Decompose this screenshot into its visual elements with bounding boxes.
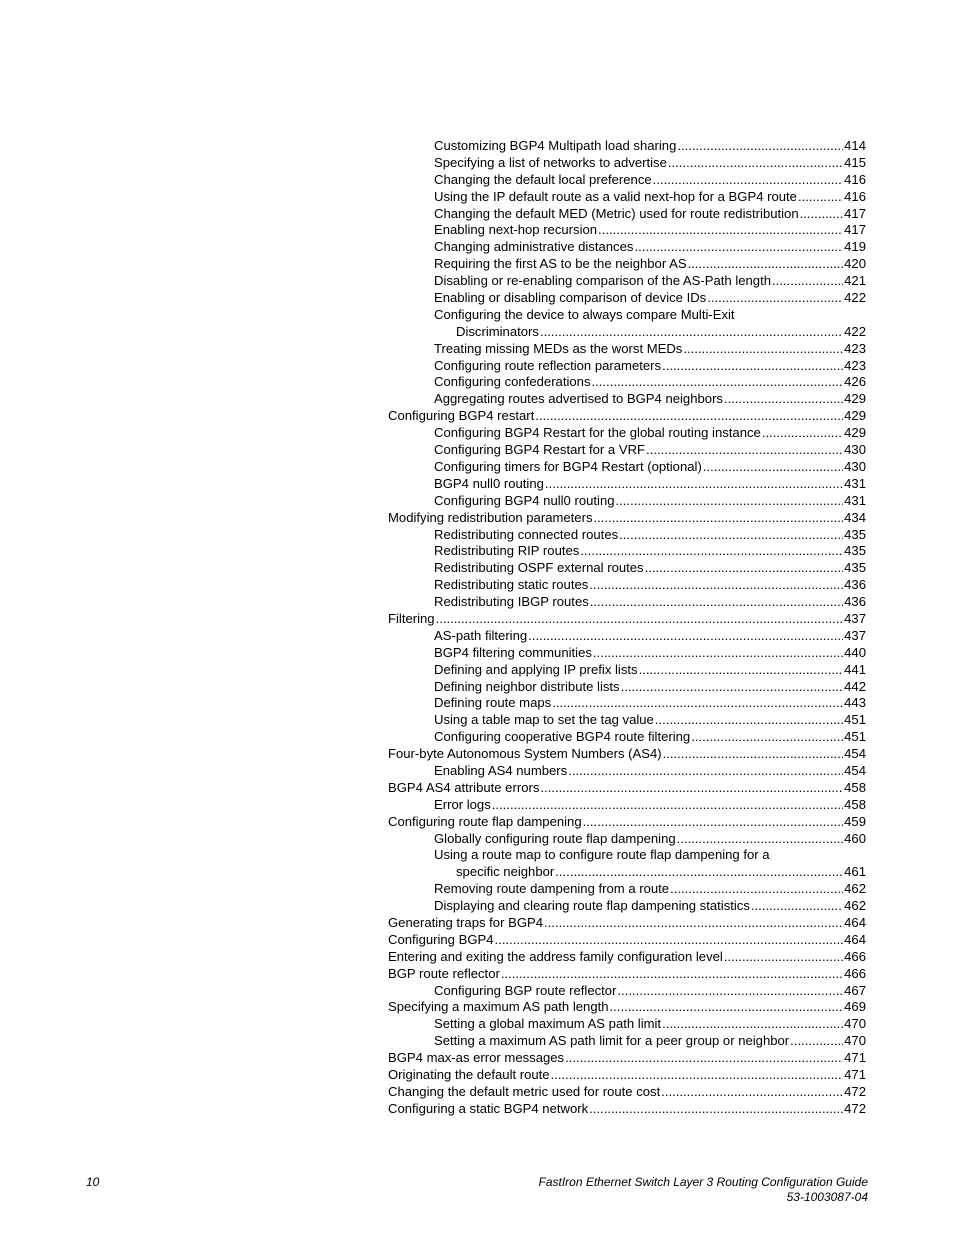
toc-entry-title: Four-byte Autonomous System Numbers (AS4) xyxy=(388,746,662,762)
dot-leader xyxy=(619,527,843,544)
toc-entry-title: Configuring cooperative BGP4 route filtering xyxy=(434,729,691,745)
footer-doc-info xyxy=(538,1175,868,1205)
dot-leader xyxy=(528,628,843,645)
toc-entry[interactable] xyxy=(388,1101,866,1118)
dot-leader xyxy=(492,797,843,814)
toc-entry[interactable] xyxy=(388,543,866,560)
dot-leader xyxy=(772,273,843,290)
toc-entry[interactable] xyxy=(388,577,866,594)
toc-entry[interactable] xyxy=(388,256,866,273)
toc-entry-page: 460 xyxy=(844,830,866,846)
toc-entry-title-cont: specific neighbor xyxy=(456,864,555,880)
toc-entry-page: 451 xyxy=(844,712,866,728)
dot-leader xyxy=(670,881,843,898)
toc-entry-title: Enabling AS4 numbers xyxy=(434,762,568,778)
toc-entry-page: 458 xyxy=(844,796,866,812)
toc-entry[interactable] xyxy=(388,881,866,898)
toc-entry-page: 420 xyxy=(844,256,866,272)
toc-entry-page: 462 xyxy=(844,881,866,897)
dot-leader xyxy=(703,459,843,476)
toc-entry-page: 454 xyxy=(844,762,866,778)
toc-entry[interactable] xyxy=(388,898,866,915)
toc-entry-page: 431 xyxy=(844,492,866,508)
toc-entry[interactable] xyxy=(388,746,866,763)
toc-entry[interactable] xyxy=(388,560,866,577)
dot-leader xyxy=(661,1084,843,1101)
dot-leader xyxy=(688,256,844,273)
table-of-contents xyxy=(388,138,866,1118)
toc-entry-title: Generating traps for BGP4 xyxy=(388,915,544,930)
toc-entry-title: Using the IP default route as a valid next-hop for a BGP4 route xyxy=(434,188,797,204)
toc-entry-title: Configuring timers for BGP4 Restart (optional) xyxy=(434,458,702,474)
toc-entry-page: 417 xyxy=(844,222,866,238)
toc-entry-title: Configuring route flap dampening xyxy=(388,813,582,829)
dot-leader xyxy=(668,155,843,172)
toc-entry-title: Displaying and clearing route flap dampening statistics xyxy=(434,898,750,914)
toc-entry-page: 414 xyxy=(844,138,866,153)
toc-entry-title: Defining neighbor distribute lists xyxy=(434,678,620,694)
toc-entry-title: Filtering xyxy=(388,610,435,626)
dot-leader xyxy=(655,712,843,729)
toc-entry-title: BGP4 AS4 attribute errors xyxy=(388,779,540,795)
toc-entry-title: Configuring confederations xyxy=(434,374,591,390)
toc-entry-page: 459 xyxy=(844,813,866,829)
toc-entry-page: 419 xyxy=(844,239,866,255)
toc-entry-page: 469 xyxy=(844,999,866,1015)
toc-entry-page: 436 xyxy=(844,594,866,610)
dot-leader xyxy=(662,358,843,375)
toc-entry-title: Configuring BGP4 xyxy=(388,931,494,947)
toc-entry-title: Redistributing static routes xyxy=(434,577,589,593)
dot-leader xyxy=(798,189,843,206)
toc-entry[interactable] xyxy=(388,949,866,966)
toc-entry[interactable] xyxy=(388,408,866,425)
toc-entry-title: Error logs xyxy=(434,796,491,812)
toc-entry[interactable] xyxy=(388,1050,866,1067)
toc-entry[interactable] xyxy=(388,999,866,1016)
toc-entry-title: Configuring BGP4 null0 routing xyxy=(434,492,615,508)
toc-entry[interactable] xyxy=(388,645,866,662)
toc-entry-page: 417 xyxy=(844,205,866,221)
dot-leader xyxy=(610,999,844,1016)
toc-entry[interactable] xyxy=(388,172,866,189)
dot-leader xyxy=(677,138,843,155)
toc-entry-page: 436 xyxy=(844,577,866,593)
dot-leader xyxy=(790,1033,843,1050)
toc-entry-page: 430 xyxy=(844,458,866,474)
dot-leader xyxy=(555,864,843,881)
dot-leader xyxy=(683,341,843,358)
dot-leader xyxy=(540,324,843,341)
toc-entry[interactable] xyxy=(388,442,866,459)
toc-entry-page: 434 xyxy=(844,509,866,525)
toc-entry-title: Specifying a maximum AS path length xyxy=(388,999,609,1015)
toc-entry[interactable] xyxy=(388,273,866,290)
dot-leader xyxy=(634,239,843,256)
toc-entry-page: 437 xyxy=(844,610,866,626)
toc-entry-page: 416 xyxy=(844,188,866,204)
dot-leader xyxy=(594,510,844,527)
toc-entry-page: 430 xyxy=(844,442,866,458)
toc-entry[interactable] xyxy=(388,510,866,527)
page-number: 10 xyxy=(86,1175,100,1189)
toc-entry-title: Redistributing OSPF external routes xyxy=(434,560,644,576)
dot-leader xyxy=(645,560,844,577)
toc-entry[interactable] xyxy=(388,831,866,848)
dot-leader xyxy=(589,577,843,594)
dot-leader xyxy=(495,932,844,949)
doc-number: 53-1003087-04 xyxy=(786,1190,868,1204)
toc-entry-page: 442 xyxy=(844,678,866,694)
toc-entry-page: 471 xyxy=(844,1067,866,1083)
toc-entry[interactable] xyxy=(388,1016,866,1033)
dot-leader xyxy=(545,476,843,493)
toc-entry-page: 415 xyxy=(844,154,866,170)
toc-entry-page: 423 xyxy=(844,357,866,373)
dot-leader xyxy=(436,611,844,628)
toc-entry-page: 435 xyxy=(844,526,866,542)
toc-entry[interactable] xyxy=(388,358,866,375)
toc-entry-page: 464 xyxy=(844,931,866,947)
dot-leader xyxy=(724,391,843,408)
toc-entry[interactable] xyxy=(388,915,866,932)
toc-entry-page: 443 xyxy=(844,695,866,711)
toc-entry-title: Enabling or disabling comparison of device IDs xyxy=(434,290,707,306)
toc-entry-title: Using a table map to set the tag value xyxy=(434,712,654,728)
toc-entry-page: 422 xyxy=(844,323,866,339)
toc-entry[interactable] xyxy=(388,341,866,358)
toc-entry-title: Setting a maximum AS path limit for a peer group or neighbor xyxy=(434,1033,790,1049)
toc-entry-page: 426 xyxy=(844,374,866,390)
toc-entry[interactable] xyxy=(388,763,866,780)
dot-leader xyxy=(501,966,843,983)
toc-entry-title: Requiring the first AS to be the neighbor AS xyxy=(434,256,687,272)
toc-entry-title: Setting a global maximum AS path limit xyxy=(434,1016,662,1032)
toc-entry[interactable] xyxy=(388,662,866,679)
toc-entry-page: 451 xyxy=(844,729,866,745)
toc-entry-page: 416 xyxy=(844,171,866,187)
toc-entry-title: Changing the default metric used for route cost xyxy=(388,1083,661,1099)
dot-leader xyxy=(653,172,843,189)
toc-entry[interactable] xyxy=(388,391,866,408)
toc-entry-title: Changing administrative distances xyxy=(434,239,634,255)
toc-entry-title: Defining and applying IP prefix lists xyxy=(434,661,638,677)
toc-entry[interactable] xyxy=(388,493,866,510)
toc-entry-page: 462 xyxy=(844,898,866,914)
dot-leader xyxy=(598,222,843,239)
toc-entry[interactable] xyxy=(388,206,866,223)
dot-leader xyxy=(540,780,843,797)
toc-entry-title: Configuring route reflection parameters xyxy=(434,357,662,373)
toc-entry-page: 461 xyxy=(844,864,866,880)
toc-entry-page: 470 xyxy=(844,1033,866,1049)
toc-entry[interactable] xyxy=(388,425,866,442)
book-title: FastIron Ethernet Switch Layer 3 Routing Configuration Guide xyxy=(538,1175,868,1189)
dot-leader xyxy=(551,1067,844,1084)
toc-entry[interactable] xyxy=(388,476,866,493)
toc-entry-title: Specifying a list of networks to advertise xyxy=(434,154,667,170)
toc-entry-page: 466 xyxy=(844,965,866,981)
toc-entry-page: 464 xyxy=(844,915,866,930)
toc-entry[interactable] xyxy=(388,695,866,712)
toc-entry-title: Configuring BGP4 Restart for a VRF xyxy=(434,442,646,458)
toc-entry-page: 437 xyxy=(844,627,866,643)
dot-leader xyxy=(589,1101,843,1118)
toc-entry[interactable] xyxy=(388,189,866,206)
toc-entry-title: Modifying redistribution parameters xyxy=(388,509,593,525)
dot-leader xyxy=(646,442,843,459)
toc-entry[interactable] xyxy=(388,222,866,239)
toc-entry-page: 472 xyxy=(844,1083,866,1099)
dot-leader xyxy=(724,949,843,966)
dot-leader xyxy=(590,594,843,611)
toc-entry-page: 422 xyxy=(844,290,866,306)
toc-entry[interactable] xyxy=(388,1084,866,1101)
toc-entry[interactable] xyxy=(388,628,866,645)
toc-entry-title: Removing route dampening from a route xyxy=(434,881,670,897)
dot-leader xyxy=(621,679,844,696)
toc-entry-page: 423 xyxy=(844,340,866,356)
dot-leader xyxy=(677,831,843,848)
dot-leader xyxy=(580,543,843,560)
dot-leader xyxy=(535,408,843,425)
toc-entry-title: Configuring BGP4 Restart for the global routing instance xyxy=(434,425,761,441)
toc-entry[interactable] xyxy=(388,307,866,341)
dot-leader xyxy=(762,425,843,442)
toc-entry-title: Defining route maps xyxy=(434,695,552,711)
dot-leader xyxy=(751,898,843,915)
toc-entry-page: 429 xyxy=(844,425,866,441)
toc-entry[interactable] xyxy=(388,797,866,814)
toc-entry-page: 421 xyxy=(844,273,866,289)
toc-entry-title: Configuring the device to always compare Multi-Exit xyxy=(434,306,735,322)
dot-leader xyxy=(565,1050,843,1067)
toc-entry[interactable] xyxy=(388,594,866,611)
toc-entry-title: Configuring a static BGP4 network xyxy=(388,1100,589,1116)
dot-leader xyxy=(639,662,844,679)
dot-leader xyxy=(616,493,844,510)
toc-entry-title: Using a route map to configure route flap dampening for a xyxy=(434,847,770,863)
dot-leader xyxy=(662,1016,843,1033)
toc-entry[interactable] xyxy=(388,527,866,544)
toc-entry-page: 435 xyxy=(844,543,866,559)
toc-entry-page: 435 xyxy=(844,560,866,576)
toc-entry-title: Changing the default MED (Metric) used for route redistribution xyxy=(434,205,799,221)
dot-leader xyxy=(663,746,844,763)
toc-entry-page: 454 xyxy=(844,746,866,762)
toc-entry-page: 441 xyxy=(844,661,866,677)
dot-leader xyxy=(593,645,843,662)
dot-leader xyxy=(552,695,843,712)
toc-entry-page: 466 xyxy=(844,948,866,964)
dot-leader xyxy=(707,290,843,307)
toc-entry-title: Disabling or re-enabling comparison of the AS-Path length xyxy=(434,273,771,289)
toc-entry-page: 470 xyxy=(844,1016,866,1032)
toc-entry-title: BGP4 max-as error messages xyxy=(388,1050,565,1066)
toc-entry-page: 429 xyxy=(844,408,866,424)
toc-entry-title: Globally configuring route flap dampening xyxy=(434,830,676,846)
toc-entry-title: Entering and exiting the address family configuration level xyxy=(388,948,723,964)
toc-entry[interactable] xyxy=(388,847,866,881)
toc-entry-page: 429 xyxy=(844,391,866,407)
toc-entry-page: 458 xyxy=(844,779,866,795)
toc-entry[interactable] xyxy=(388,611,866,628)
toc-entry[interactable] xyxy=(388,290,866,307)
toc-entry[interactable] xyxy=(388,780,866,797)
toc-entry[interactable] xyxy=(388,983,866,1000)
toc-entry-page: 467 xyxy=(844,982,866,998)
dot-leader xyxy=(691,729,843,746)
toc-entry[interactable] xyxy=(388,966,866,983)
toc-entry[interactable] xyxy=(388,712,866,729)
toc-entry[interactable] xyxy=(388,1033,866,1050)
toc-entry-page: 431 xyxy=(844,475,866,491)
dot-leader xyxy=(583,814,844,831)
dot-leader xyxy=(617,983,843,1000)
toc-entry-page: 472 xyxy=(844,1100,866,1116)
toc-entry-title: BGP4 filtering communities xyxy=(434,644,592,660)
toc-entry[interactable] xyxy=(388,155,866,172)
toc-entry[interactable] xyxy=(388,932,866,949)
toc-entry-title-cont: Discriminators xyxy=(456,323,539,339)
toc-entry-title: Customizing BGP4 Multipath load sharing xyxy=(434,138,677,153)
toc-entry-page: 471 xyxy=(844,1050,866,1066)
toc-entry[interactable] xyxy=(388,239,866,256)
toc-entry-title: Originating the default route xyxy=(388,1067,550,1083)
toc-entry-title: Configuring BGP route reflector xyxy=(434,982,617,998)
dot-leader xyxy=(544,915,843,932)
toc-entry-title: Configuring BGP4 restart xyxy=(388,408,535,424)
toc-entry[interactable] xyxy=(388,729,866,746)
toc-entry[interactable] xyxy=(388,138,866,155)
toc-entry-title: BGP route reflector xyxy=(388,965,500,981)
dot-leader xyxy=(592,374,844,391)
toc-entry-title: Enabling next-hop recursion xyxy=(434,222,598,238)
toc-entry-title: Redistributing RIP routes xyxy=(434,543,580,559)
dot-leader xyxy=(568,763,843,780)
toc-entry-title: Aggregating routes advertised to BGP4 neighbors xyxy=(434,391,723,407)
toc-entry-title: BGP4 null0 routing xyxy=(434,475,544,491)
toc-entry-title: Redistributing IBGP routes xyxy=(434,594,589,610)
toc-entry[interactable] xyxy=(388,374,866,391)
toc-entry-title: Changing the default local preference xyxy=(434,171,652,187)
toc-entry[interactable] xyxy=(388,679,866,696)
toc-entry-title: Treating missing MEDs as the worst MEDs xyxy=(434,340,683,356)
toc-entry-title: AS-path filtering xyxy=(434,627,528,643)
toc-entry[interactable] xyxy=(388,814,866,831)
dot-leader xyxy=(800,206,844,223)
toc-entry[interactable] xyxy=(388,459,866,476)
toc-entry-title: Redistributing connected routes xyxy=(434,526,619,542)
toc-entry[interactable] xyxy=(388,1067,866,1084)
toc-entry-page: 440 xyxy=(844,644,866,660)
